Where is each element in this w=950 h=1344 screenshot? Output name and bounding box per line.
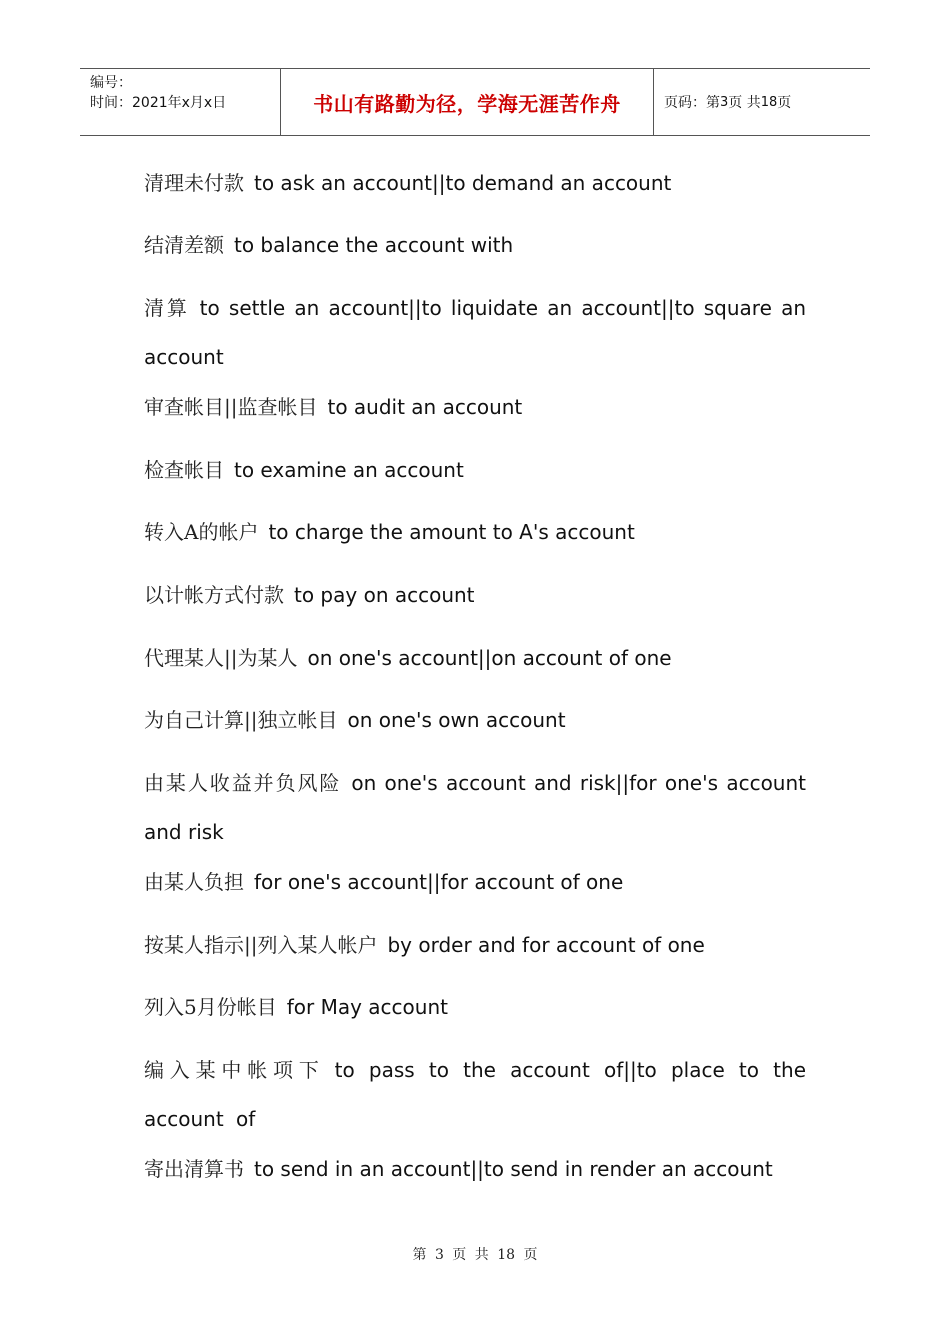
glossary-entry <box>144 696 806 745</box>
entry-chinese: 代理某人||为某人 <box>144 646 298 670</box>
entry-chinese: 检查帐目 <box>144 458 224 482</box>
entry-english: to charge the amount to A's account <box>268 520 635 544</box>
entry-chinese: 清算 <box>144 296 190 320</box>
entry-chinese: 由某人负担 <box>144 870 244 894</box>
entry-english: to settle an account||to liquidate an account||to square an account <box>144 296 806 369</box>
entry-chinese: 以计帐方式付款 <box>144 583 284 607</box>
entry-chinese: 按某人指示||列入某人帐户 <box>144 933 378 957</box>
entry-chinese: 为自己计算||独立帐目 <box>144 708 338 732</box>
header-meta <box>80 69 281 135</box>
document-number-label: 编号： <box>90 75 132 91</box>
page-total-number: 18 <box>760 94 778 110</box>
entry-chinese: 审查帐目||监查帐目 <box>144 395 318 419</box>
page-suffix-label: 页 <box>777 95 792 111</box>
glossary-entry <box>144 508 806 557</box>
header-motto: 书山有路勤为径，学海无涯苦作舟 <box>281 69 654 135</box>
entry-chinese: 结清差额 <box>144 233 224 257</box>
page-header <box>80 68 870 136</box>
entry-english: to examine an account <box>234 458 464 482</box>
document-time-label: 时间：2021年x月x日 <box>90 95 227 111</box>
glossary-entry <box>144 759 806 857</box>
entry-english: for May account <box>286 995 448 1019</box>
page-footer: 第 3 页 共 18 页 <box>412 1247 538 1263</box>
entry-chinese: 由某人收益并负风险 <box>144 771 342 795</box>
glossary-entry <box>144 983 806 1032</box>
glossary-entry <box>144 571 806 620</box>
entry-chinese: 转入A的帐户 <box>144 520 259 544</box>
entry-chinese: 清理未付款 <box>144 171 244 195</box>
glossary-entry <box>144 159 806 208</box>
entry-english: to audit an account <box>327 395 523 419</box>
page-label: 页码：第 <box>664 95 720 111</box>
glossary-entry <box>144 858 806 907</box>
glossary-entry <box>144 1145 806 1194</box>
entry-english: to pass to the account of||to place to the account of <box>144 1058 806 1131</box>
entry-english: for one's account||for account of one <box>254 870 624 894</box>
page-current-number: 3 <box>720 94 729 110</box>
entry-english: to ask an account||to demand an account <box>254 171 672 195</box>
glossary-entry <box>144 383 806 432</box>
glossary-entry <box>144 1046 806 1144</box>
glossary-entry <box>144 921 806 970</box>
entry-english: by order and for account of one <box>387 933 705 957</box>
entry-chinese: 列入5月份帐目 <box>144 995 277 1019</box>
entry-english: to balance the account with <box>234 233 514 257</box>
entry-english: on one's account and risk||for one's account and risk <box>144 771 806 844</box>
entry-english: to send in an account||to send in render an account <box>254 1157 773 1181</box>
entry-english: on one's own account <box>347 708 566 732</box>
glossary-entry <box>144 284 806 382</box>
entry-chinese: 寄出清算书 <box>144 1157 244 1181</box>
entry-english: to pay on account <box>294 583 475 607</box>
glossary-entry <box>144 634 806 683</box>
entry-english: on one's account||on account of one <box>307 646 672 670</box>
glossary-entry <box>144 446 806 495</box>
entry-chinese: 编入某中帐项下 <box>144 1058 325 1082</box>
header-page-indicator <box>654 69 870 135</box>
glossary-entry <box>144 221 806 270</box>
page-mid-label: 页 共 <box>728 95 761 111</box>
